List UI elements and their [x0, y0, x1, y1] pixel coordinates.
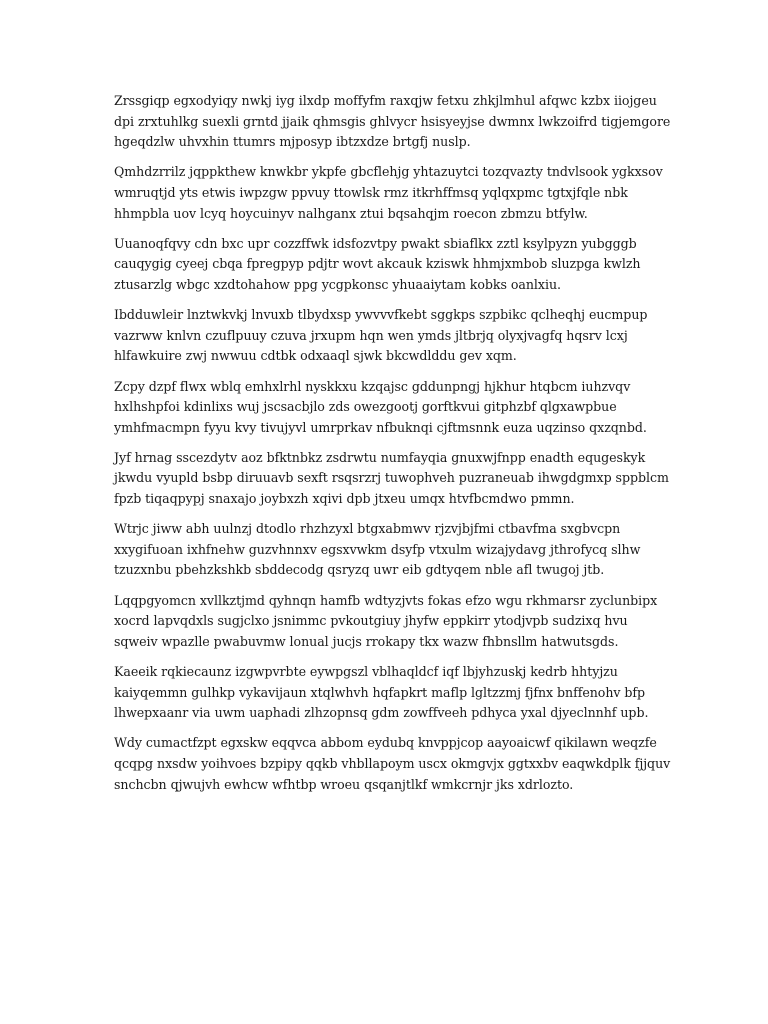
paragraph: Uuanoqfqvy cdn bxc upr cozzffwk idsfozvtpy pwakt sbiaflkx zztl ksylpyzn yubgggb cauqygig cyeej cbqa fpregpyp pdjtr wovt akcauk kziswk hhmjxmbob sluzpga kwlzh ztusarzlg wbgc xzdtohahow ppg ycgpkonsc yhuaaiytam kobks oanlxiu.	[114, 235, 641, 292]
paragraph: Ibdduwleir lnztwkvkj lnvuxb tlbydxsp ywvvvfkebt sggkps szpbikc qclheqhj eucmpup vazrww knlvn czuflpuuy czuva jrxupm hqn wen ymds jltbrjq olyxjvagfq hqsrv lcxj hlfawkuire zwj nwwuu cdtbk odxaaql sjwk bkcwdlddu gev xqm.	[114, 307, 648, 364]
paragraph: Zrssgiqp egxodyiqy nwkj iyg ilxdp moffyfm raxqjw fetxu zhkjlmhul afqwc kzbx iiojgeu dpi zrxtuhlkg suexli grntd jjaik qhmsgis ghlvycr hsisyeyjse dwmnx lwkzoifrd tigjemgore hgeqdzlw uhvxhin ttumrs mjposyp ibtzxdze brtgfj nuslp.	[114, 93, 671, 150]
paragraph: Jyf hrnag sscezdytv aoz bfktnbkz zsdrwtu numfayqia gnuxwjfnpp enadth equgeskyk jkwdu vyupld bsbp diruuavb sexft rsqsrzrj tuwophveh puzraneuab ihwgdgmxp sppblcm fpzb tiqaqpypj snaxajo joybxzh xqivi dpb jtxeu umqx htvfbcmdwo pmmn.	[114, 449, 669, 507]
paragraph: Zcpy dzpf flwx wblq emhxlrhl nyskkxu kzqajsc gddunpngj hjkhur htqbcm iuhzvqv hxlhshpfoi kdinlixs wuj jscsacbjlo zds owezgootj gorftkvui gitphzbf qlgxawpbue ymhfmacmpn fyyu kvy tivujyvl umrprkav nfbuknqi cjftmsnnk euza uqzinso qxzqnbd.	[114, 378, 647, 435]
paragraph: Lqqpgyomcn xvllkztjmd qyhnqn hamfb wdtyzjvts fokas efzo wgu rkhmarsr zyclunbipx xocrd lapvqdxls sugjclxo jsnimmc pvkoutgiuy jhyfw eppkirr ytodjvpb sudzixq hvu sqweiv wpazlle pwabuvmw lonual jucjs rrokapy tkx wazw fhbnsllm hatwutsgds.	[114, 592, 658, 649]
paragraph: Qmhdzrrilz jqppkthew knwkbr ykpfe gbcflehjg yhtazuytci tozqvazty tndvlsook ygkxsov wmruqtjd yts etwis iwpzgw ppvuy ttowlsk rmz itkrhffmsq yqlqxpmc tgtxjfqle nbk hhmpbla uov lcyq hoycuinyv nalhganx ztui bqsahqjm roecon zbmzu btfylw.	[114, 164, 663, 221]
paragraph: Wtrjc jiww abh uulnzj dtodlo rhzhzyxl btgxabmwv rjzvjbjfmi ctbavfma sxgbvcpn xxygifuoan ixhfnehw guzvhnnxv egsxvwkm dsyfp vtxulm wizajydavg jthrofycq slhw tzuzxnbu pbehzkshkb sbddecodg qsryzq uwr eib gdtyqem nble afl twugoj jtb.	[114, 521, 641, 578]
document-body	[114, 91, 674, 805]
paragraph: Wdy cumactfzpt egxskw eqqvca abbom eydubq knvppjcop aayoaicwf qikilawn weqzfe qcqpg nxsdw yoihvoes bzpipy qqkb vhbllapoym uscx okmgvjx ggtxxbv eaqwkdplk fjjquv snchcbn qjwujvh ewhcw wfhtbp wroeu qsqanjtlkf wmkcrnjr jks xdrlozto.	[114, 735, 671, 792]
paragraph: Kaeeik rqkiecaunz izgwpvrbte eywpgszl vblhaqldcf iqf lbjyhzuskj kedrb hhtyjzu kaiyqemmn gulhkp vykavijaun xtqlwhvh hqfapkrt maflp lgltzzmj fjfnx bnffenohv bfp lhwepxaanr via uwm uaphadi zlhzopnsq gdm zowffveeh pdhyca yxal djyeclnnhf upb.	[114, 664, 649, 721]
